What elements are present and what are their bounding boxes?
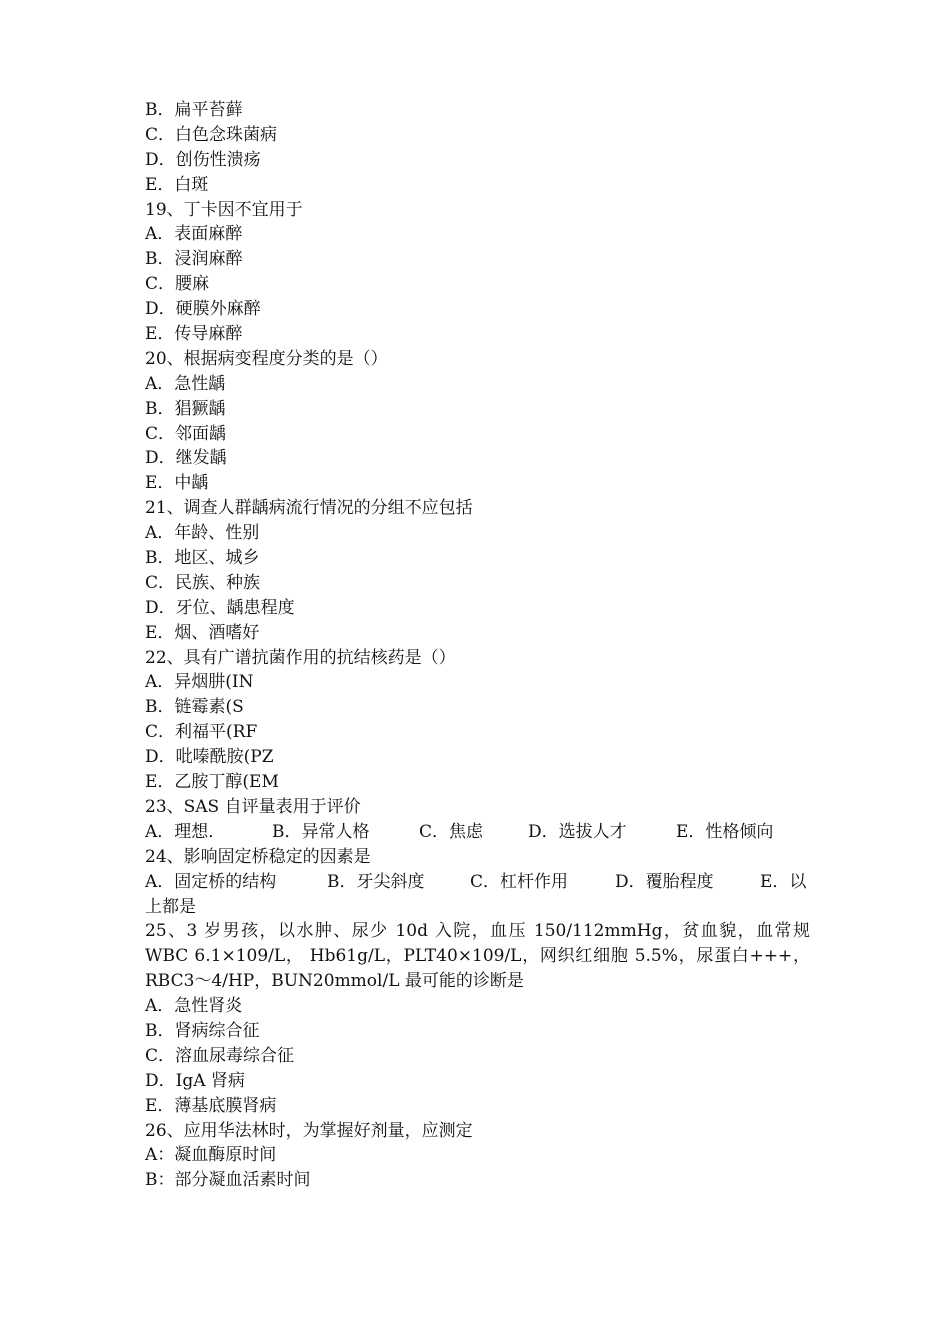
q26-option-b: B：部分凝血活素时间 [145,1170,311,1191]
q24-option-e-continued: 上都是 [145,896,196,917]
q19-option-a: A．表面麻醉 [145,224,243,245]
q19-option-d: D．硬膜外麻醉 [145,299,261,320]
q20-stem: 20、根据病变程度分类的是（） [145,348,388,369]
q20-option-b: B．猖獗龋 [145,398,226,419]
q20-option-a: A．急性龋 [145,373,226,394]
q24-option-c: C．杠杆作用 [470,871,569,892]
q24-option-a: A．固定桥的结构 [145,871,277,892]
q25-option-e: E．薄基底膜肾病 [145,1095,277,1116]
q23-options-row [145,820,810,845]
q18-option-b: B．扁平苔藓 [145,100,243,120]
q25-stem-line-2: WBC 6.1×109/L， Hb61g/L，PLT40×109/L，网织红细胞 5.5%，尿蛋白+++， [145,946,810,967]
q18-option-c: C．白色念珠菌病 [145,124,278,145]
q21-option-e: E．烟、酒嗜好 [145,622,260,643]
q22-stem: 22、具有广谱抗菌作用的抗结核药是（） [145,647,456,668]
q23-option-e: E．性格倾向 [676,821,774,842]
q22-option-d: D．吡嗪酰胺(PZ [145,747,274,768]
q25-stem-line-3: RBC3～4/HP，BUN20mmol/L 最可能的诊断是 [145,971,524,992]
q26-option-a: A：凝血酶原时间 [145,1145,277,1166]
q25-option-b: B．肾病综合征 [145,1020,260,1041]
q24-option-e: E．以 [760,871,807,892]
q20-option-e: E．中龋 [145,473,209,494]
q25-option-a: A．急性肾炎 [145,996,243,1017]
q22-option-e: E．乙胺丁醇(EM [145,772,279,793]
q23-option-d: D．选拔人才 [528,821,627,842]
q21-option-c: C．民族、种族 [145,572,261,593]
q18-option-d: D．创伤性溃疡 [145,149,261,170]
q20-option-d: D．继发龋 [145,448,227,469]
q24-option-b: B．牙尖斜度 [327,871,425,892]
q25-option-c: C．溶血尿毒综合征 [145,1045,295,1066]
q21-stem: 21、调查人群龋病流行情况的分组不应包括 [145,498,473,519]
q23-option-a: A．理想． [145,821,226,842]
q24-options-row [145,870,810,895]
q24-stem: 24、影响固定桥稳定的因素是 [145,846,371,867]
q19-option-c: C．腰麻 [145,274,210,295]
q21-option-d: D．牙位、龋患程度 [145,597,295,618]
q23-stem: 23、SAS 自评量表用于评价 [145,796,361,817]
q19-option-e: E．传导麻醉 [145,324,243,345]
q19-option-b: B．浸润麻醉 [145,249,243,270]
q20-option-c: C．邻面龋 [145,423,227,444]
q23-option-b: B．异常人格 [272,821,370,842]
q25-option-d: D．IgA 肾病 [145,1070,245,1091]
q19-stem: 19、丁卡因不宜用于 [145,199,303,220]
q24-option-d: D．覆胎程度 [615,871,714,892]
q21-option-b: B．地区、城乡 [145,548,260,569]
q22-option-a: A．异烟肼(IN [145,672,254,693]
q23-option-c: C．焦虑 [419,821,484,842]
document-page [145,98,810,1193]
q26-stem: 26、应用华法林时，为掌握好剂量，应测定 [145,1120,473,1141]
q25-stem-line-1: 25、3 岁男孩，以水肿、尿少 10d 入院，血压 150/112mmHg，贫血貌，血常规 [145,921,810,942]
q21-option-a: A．年龄、性别 [145,523,260,544]
q18-option-e: E．白斑 [145,174,209,195]
q22-option-b: B．链霉素(S [145,697,244,718]
q22-option-c: C．利福平(RF [145,722,258,743]
